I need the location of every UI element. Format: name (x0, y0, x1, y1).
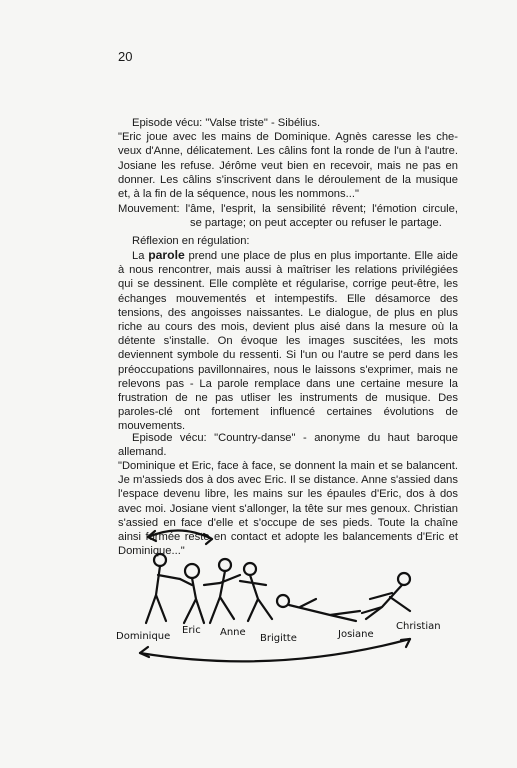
section-heading: Réflexion en régulation: (132, 235, 250, 247)
body-line: se partage; on peut accepter ou refuser le partage. (190, 217, 442, 230)
top-arrow (148, 530, 212, 539)
body-line: et, à la fin de la séquence, nous les nommons..." (118, 188, 359, 201)
eric-figure (185, 564, 199, 578)
label-anne: Anne (220, 627, 246, 638)
anne-body (204, 571, 240, 623)
eric-body (180, 578, 204, 623)
page-number: 20 (118, 49, 133, 64)
anne-figure (219, 559, 231, 571)
dominique-figure (154, 554, 166, 566)
episode-title: Episode vécu: "Country-danse" - anonyme du haut baroque (132, 432, 458, 444)
body-line: veux d'Anne, délicatement. Les câlins font la ronde de l'un à l'autre. (118, 145, 458, 158)
mouvement-note (118, 202, 458, 230)
parole-paragraph (118, 248, 458, 434)
body-line: Josiane les refuse. Jérôme veut bien en recevoir, mais ne pas en (118, 159, 458, 172)
arrow-head-icon (204, 534, 212, 544)
episode-title: Episode vécu: "Valse triste" - Sibélius. (132, 117, 321, 129)
label-christian: Christian (396, 621, 441, 632)
dominique-body (146, 566, 180, 623)
brigitte-figure (244, 563, 256, 575)
label-brigitte: Brigitte (260, 633, 297, 644)
body-line: "Eric joue avec les mains de Dominique. Agnès caresse les che- (118, 131, 458, 144)
body-line: donner. Les câlins s'inscrivent dans le déroulement de la musique (118, 173, 458, 186)
episode-valse-triste (118, 116, 458, 201)
keyword-parole: parole (148, 248, 185, 262)
body-line: allemand. (118, 446, 167, 459)
label-josiane: Josiane (338, 629, 374, 640)
label-eric: Eric (182, 625, 201, 636)
body-paragraph (118, 248, 458, 434)
brigitte-body (240, 575, 272, 621)
dance-chain-drawing (100, 515, 470, 665)
lead-word: La (132, 250, 145, 262)
josiane-figure (277, 595, 289, 607)
arrow-head-icon (140, 647, 149, 657)
paragraph-text: prend une place de plus en plus importante. Elle aide à nous rencontrer, mais aussi à maîtriser les relations privilégiées qui se dessinent. Elle complète et régularise, corrige peut-être, les échanges mouvementés et intempestifs. Elle désamorce des tensions, des angoisses naissantes. Le dialogue, de plus en plus riche au cours des mois, devient plus aisé dans la mesure où la détente s'installe. On évoque les images suscitées, les mots deviennent symbole du ressenti. Si l'un ou l'autre se perd dans les préoccupations pavillonnaires, nous le laissons s'exprimer, mais ne relevons pas - La parole remplace dans une certaine mesure la frustration de ne pas utliser les instruments de musique. Des paroles-clé ont fortement influencé certaines évolutions de mouvements. (118, 250, 458, 433)
reflexion-heading (118, 234, 458, 248)
christian-body (362, 585, 410, 619)
label-dominique: Dominique (116, 631, 171, 642)
episode-country-danse (118, 431, 458, 459)
body-line: Mouvement: l'âme, l'esprit, la sensibilité rêvent; l'émotion circule, (118, 203, 458, 215)
christian-figure (398, 573, 410, 585)
body-paragraph: "Dominique et Eric, face à face, se donnent la main et se balancent. Je m'assieds dos à dos avec Eric. Il se distance. Anne s'assied dans l'espace devenu libre, les mains sur les épaules d'Eric, dos à dos avec moi. Josiane vient s'allonger, la tête sur mes genoux. Christian s'assied en face d'elle et s'occupe de ses pieds. Toute la chaîne ainsi formée reste en contact et adopte les balancements d'Eric et Dominique..." (118, 460, 458, 558)
arrow-head-icon (401, 639, 410, 647)
josiane-body (289, 599, 360, 621)
